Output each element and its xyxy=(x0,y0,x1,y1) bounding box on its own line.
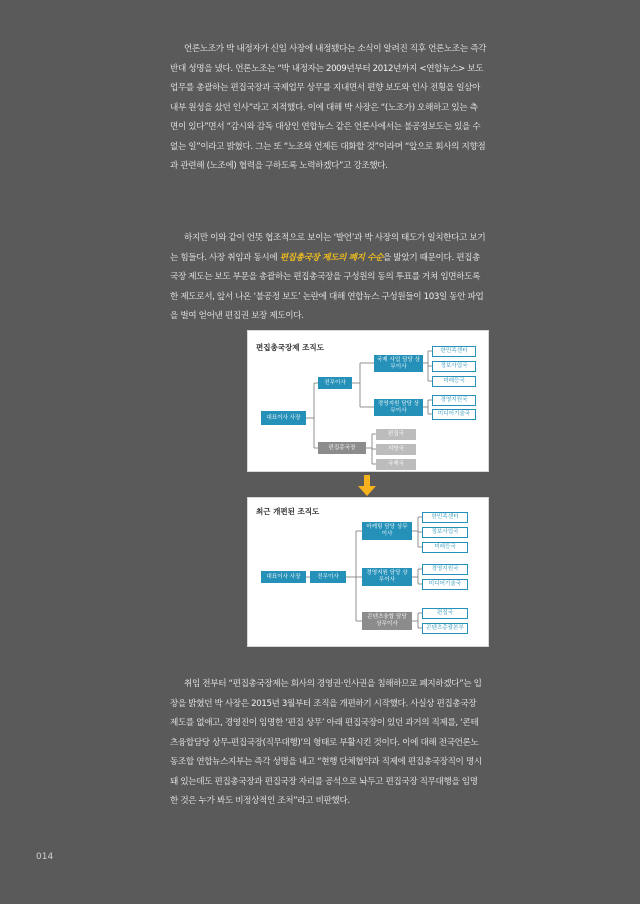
node-dept: 경영지원국 xyxy=(432,395,476,406)
text-line: 업무를 총괄하는 편집국장과 국제업무 상무를 지내면서 편향 보도와 인사 전횡을 일삼아 xyxy=(170,83,481,93)
node-exec-director: 전무이사 xyxy=(318,377,352,389)
org-chart-title: 편집총국장제 조직도 xyxy=(256,343,324,352)
node-intl-biz: 국제 사업 담당 상무이사 xyxy=(374,355,423,372)
text-line: 과 관련해 (노조에) 협력을 구하도록 노력하겠다”고 강조했다. xyxy=(170,161,388,171)
node-dept: 정보사업국 xyxy=(432,361,476,372)
node-dept: 콘텐츠총괄본부 xyxy=(422,623,468,634)
org-chart-title: 최근 개편된 조직도 xyxy=(256,507,320,516)
body-paragraph-2 xyxy=(170,229,584,327)
node-ceo: 대표이사 사장 xyxy=(261,411,306,425)
node-dept: 경영지원국 xyxy=(422,564,468,575)
org-chart-new xyxy=(247,497,489,647)
node-dept: 미디어기술국 xyxy=(432,409,476,420)
node-dept: 지방국 xyxy=(376,444,416,455)
text-line: 하지만 이와 같이 언뜻 협조적으로 보이는 ‘발언’과 박 사장의 태도가 일치한다고 보기 xyxy=(184,233,486,243)
down-arrow-icon xyxy=(357,475,377,497)
text-line: 을 벌여 얻어낸 편집권 보장 제도이다. xyxy=(170,311,304,321)
text-line-post: 을 밟았기 때문이다. 편집총 xyxy=(383,252,481,263)
node-dept: 정보사업국 xyxy=(422,527,468,538)
node-dept: 한민족센터 xyxy=(432,346,476,357)
org-chart-old xyxy=(247,330,489,472)
node-dept: 미래등국 xyxy=(422,542,468,553)
text-line: 동조합 연합뉴스지부는 즉각 성명을 내고 “현행 단체협약과 직제에 편집총국장직이 명시 xyxy=(170,757,482,767)
node-dept: 한민족센터 xyxy=(422,512,468,523)
node-dept: 미래등국 xyxy=(432,376,476,387)
text-line: 츠융합담당 상무-편집국장(직무대행)’의 형태로 부활시킨 것이다. 이에 대해 전국언론노 xyxy=(170,737,479,748)
text-line: 제도를 없애고, 경영진이 임명한 ‘편집 상무’ 아래 편집국장이 있던 과거의 직제를, ‘콘테 xyxy=(170,718,479,728)
node-dept: 편집국 xyxy=(422,608,468,619)
text-line: 면이 있다”면서 “감시와 감독 대상인 연합뉴스 같은 언론사에서는 불공정보도는 있을 수 xyxy=(170,122,481,132)
text-line: 한 것은 누가 봐도 비정상적인 조처”라고 비판했다. xyxy=(170,796,350,806)
node-dept: 편집국 xyxy=(376,429,416,440)
text-line: 없는 일”이라고 밝혔다. 그는 또 “노조와 언제든 대화할 것”이라며 “앞으로 회사의 지향점 xyxy=(170,141,486,152)
text-line: 취임 전부터 “편집총국장제는 회사의 경영권·인사권을 침해하므로 폐지하겠다”는 입 xyxy=(184,679,482,689)
text-line: 반대 성명을 냈다. 언론노조는 “박 내정자는 2009년부터 2012년까지 <연합뉴스> 보도 xyxy=(170,63,484,74)
node-ceo: 대표이사 사장 xyxy=(261,571,306,583)
page-number: 014 xyxy=(36,852,54,862)
node-editor-in-chief: 편집총국장 xyxy=(318,442,366,454)
highlighted-phrase: 편집총국장 제도의 폐지 수순 xyxy=(279,252,384,263)
text-line: 돼 있는데도 편집총국장과 편집국장 자리를 공석으로 놔두고 편집국장 직무대행을 임명 xyxy=(170,776,478,787)
node-marketing: 마케팅 담당 상무이사 xyxy=(362,522,412,540)
node-dept: 국제국 xyxy=(376,459,416,470)
text-line: 한 제도로서, 앞서 나온 ‘불공정 보도’ 논란에 대해 연합뉴스 구성원들이 103일 동안 파업 xyxy=(170,291,484,302)
text-line: 내부 원성을 샀던 인사”라고 지적했다. 이에 대해 박 사장은 “(노조가) 오해하고 있는 측 xyxy=(170,102,478,113)
text-line-pre: 는 힘들다. 사장 취임과 동시에 xyxy=(170,252,280,263)
node-mgmt-support: 경영지원 담당 상무이사 xyxy=(374,399,423,416)
text-line: 국장 제도는 보도 부문을 총괄하는 편집총국장을 구성원의 동의 투표를 거쳐 임면하도록 xyxy=(170,272,481,282)
node-mgmt-support: 경영지원 담당 상무이사 xyxy=(362,568,412,586)
node-exec-director: 전무이사 xyxy=(310,571,346,583)
text-line: 장을 밝혔던 박 사장은 2015년 3월부터 조직을 개편하기 시작했다. 사실상 편집총국장 xyxy=(170,698,477,709)
body-paragraph-1 xyxy=(170,40,584,177)
node-content: 콘텐츠융합 담당 상무이사 xyxy=(362,612,412,630)
node-dept: 미디어기술국 xyxy=(422,579,468,590)
body-paragraph-3 xyxy=(170,675,584,812)
text-line: 언론노조가 박 내정자가 신임 사장에 내정됐다는 소식이 알려진 직후 언론노조는 즉각 xyxy=(184,44,487,54)
